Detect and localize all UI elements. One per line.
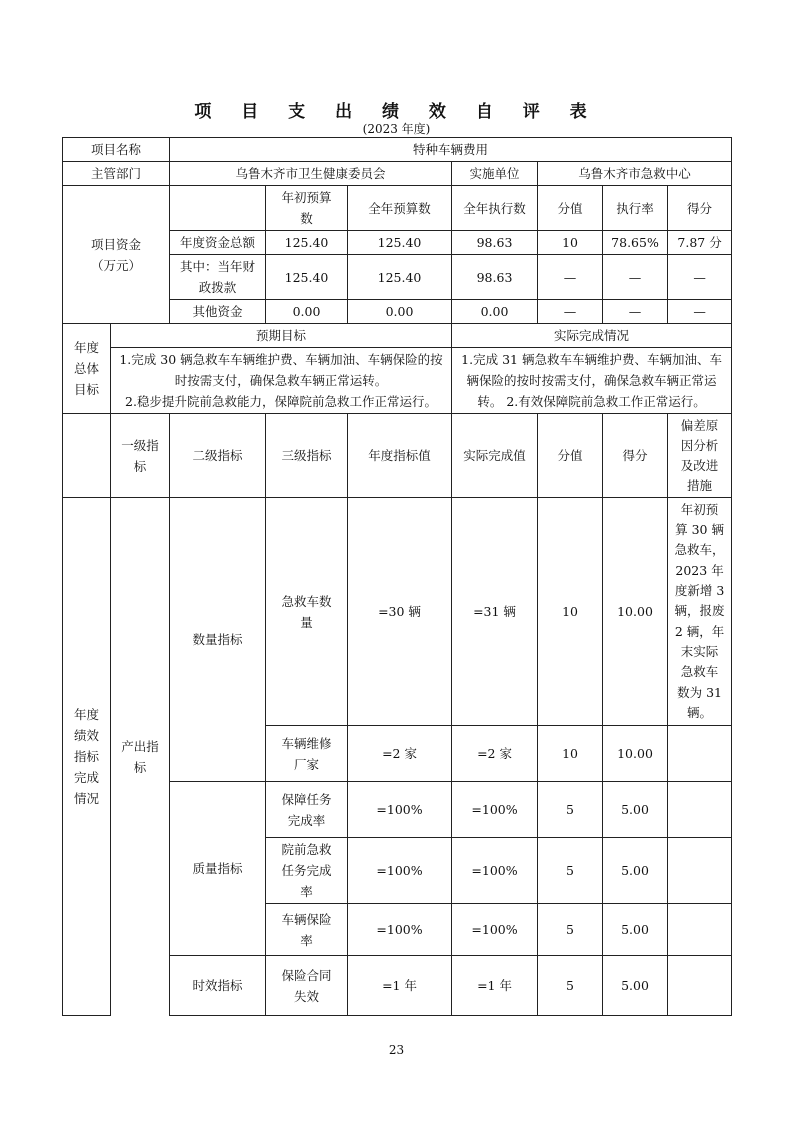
funds-header: 全年执行数: [452, 186, 538, 231]
result-value: 5.00: [603, 782, 668, 838]
funds-cell: —: [668, 300, 732, 324]
funds-row-label: 其中：当年财 政拨款: [170, 255, 266, 300]
level1-indicator: 产出指 标: [111, 498, 170, 1016]
score-value: 10: [538, 498, 603, 726]
funds-row-label: 年度资金总额: [170, 231, 266, 255]
funds-cell: 125.40: [266, 255, 348, 300]
level3-indicator: 保险合同 失效: [266, 956, 348, 1016]
funds-cell: —: [538, 255, 603, 300]
result-value: 5.00: [603, 904, 668, 956]
performance-table: [62, 137, 732, 1016]
level2-indicator: 数量指标: [170, 498, 266, 782]
target-value: =30 辆: [348, 498, 452, 726]
target-value: =1 年: [348, 956, 452, 1016]
score-value: 5: [538, 838, 603, 904]
deviation-note: [668, 956, 732, 1016]
score-value: 10: [538, 726, 603, 782]
actual-value: =2 家: [452, 726, 538, 782]
indicator-header-blank: [63, 414, 111, 498]
actual-goal-header: 实际完成情况: [452, 324, 732, 348]
funds-cell: 0.00: [452, 300, 538, 324]
deviation-note: 年初预 算 30 辆 急救车， 2023 年 度新增 3 辆，报废 2 辆，年 末实际 急救车 数为 31 辆。: [668, 498, 732, 726]
funds-cell: 78.65%: [603, 231, 668, 255]
unit-value: 乌鲁木齐市急救中心: [538, 162, 732, 186]
actual-value: =100%: [452, 904, 538, 956]
actual-value: =100%: [452, 782, 538, 838]
funds-cell: 98.63: [452, 255, 538, 300]
indicator-header: 实际完成值: [452, 414, 538, 498]
funds-cell: 10: [538, 231, 603, 255]
deviation-note: [668, 838, 732, 904]
actual-goal-text: 1.完成 31 辆急救车车辆维护费、车辆加油、车辆保险的按时按需支付，确保急救车辆正常运转。 2.有效保障院前急救工作正常运行。: [452, 348, 732, 414]
result-value: 5.00: [603, 838, 668, 904]
funds-cell: 0.00: [348, 300, 452, 324]
result-value: 10.00: [603, 726, 668, 782]
planned-goal-text: 1.完成 30 辆急救车车辆维护费、车辆加油、车辆保险的按时按需支付，确保急救车辆正常运转。 2.稳步提升院前急救能力，保障院前急救工作正常运行。: [111, 348, 452, 414]
deviation-note: [668, 726, 732, 782]
level3-indicator: 急救车数 量: [266, 498, 348, 726]
level3-indicator: 车辆保险 率: [266, 904, 348, 956]
level2-indicator: 时效指标: [170, 956, 266, 1016]
page-number: 23: [388, 1043, 405, 1057]
target-value: =2 家: [348, 726, 452, 782]
dept-label: 主管部门: [63, 162, 170, 186]
target-value: =100%: [348, 782, 452, 838]
funds-header-corner: [170, 186, 266, 231]
page-title: 项 目 支 出 绩 效 自 评 表: [194, 102, 599, 122]
funds-cell: —: [603, 300, 668, 324]
result-value: 10.00: [603, 498, 668, 726]
funds-cell: —: [538, 300, 603, 324]
funds-cell: 125.40: [266, 231, 348, 255]
funds-header: 得分: [668, 186, 732, 231]
indicators-section-label: 年度 绩效 指标 完成 情况: [63, 498, 111, 1016]
level2-indicator: 质量指标: [170, 782, 266, 956]
indicator-header: 二级指标: [170, 414, 266, 498]
funds-header: 全年预算数: [348, 186, 452, 231]
indicator-header: 偏差原 因分析 及改进 措施: [668, 414, 732, 498]
score-value: 5: [538, 904, 603, 956]
funds-header: 执行率: [603, 186, 668, 231]
level3-indicator: 保障任务 完成率: [266, 782, 348, 838]
funds-cell: —: [603, 255, 668, 300]
level3-indicator: 院前急救 任务完成 率: [266, 838, 348, 904]
level3-indicator: 车辆维修 厂家: [266, 726, 348, 782]
target-value: =100%: [348, 904, 452, 956]
funds-cell: 125.40: [348, 255, 452, 300]
goals-label: 年度 总体 目标: [63, 324, 111, 414]
funds-cell: 98.63: [452, 231, 538, 255]
funds-cell: —: [668, 255, 732, 300]
report-year: (2023 年度): [362, 122, 431, 136]
project-name-label: 项目名称: [63, 138, 170, 162]
deviation-note: [668, 904, 732, 956]
actual-value: =31 辆: [452, 498, 538, 726]
actual-value: =100%: [452, 838, 538, 904]
result-value: 5.00: [603, 956, 668, 1016]
funds-row-label: 其他资金: [170, 300, 266, 324]
indicator-header: 分值: [538, 414, 603, 498]
unit-label: 实施单位: [452, 162, 538, 186]
indicator-header: 三级指标: [266, 414, 348, 498]
funds-header: 分值: [538, 186, 603, 231]
indicator-header: 年度指标值: [348, 414, 452, 498]
score-value: 5: [538, 782, 603, 838]
planned-goal-header: 预期目标: [111, 324, 452, 348]
funds-label: 项目资金 （万元）: [63, 186, 170, 324]
indicator-header: 得分: [603, 414, 668, 498]
dept-value: 乌鲁木齐市卫生健康委员会: [170, 162, 452, 186]
funds-header: 年初预算 数: [266, 186, 348, 231]
deviation-note: [668, 782, 732, 838]
score-value: 5: [538, 956, 603, 1016]
project-name: 特种车辆费用: [170, 138, 732, 162]
actual-value: =1 年: [452, 956, 538, 1016]
funds-cell: 125.40: [348, 231, 452, 255]
funds-cell: 0.00: [266, 300, 348, 324]
funds-cell: 7.87 分: [668, 231, 732, 255]
target-value: =100%: [348, 838, 452, 904]
indicator-header: 一级指 标: [111, 414, 170, 498]
